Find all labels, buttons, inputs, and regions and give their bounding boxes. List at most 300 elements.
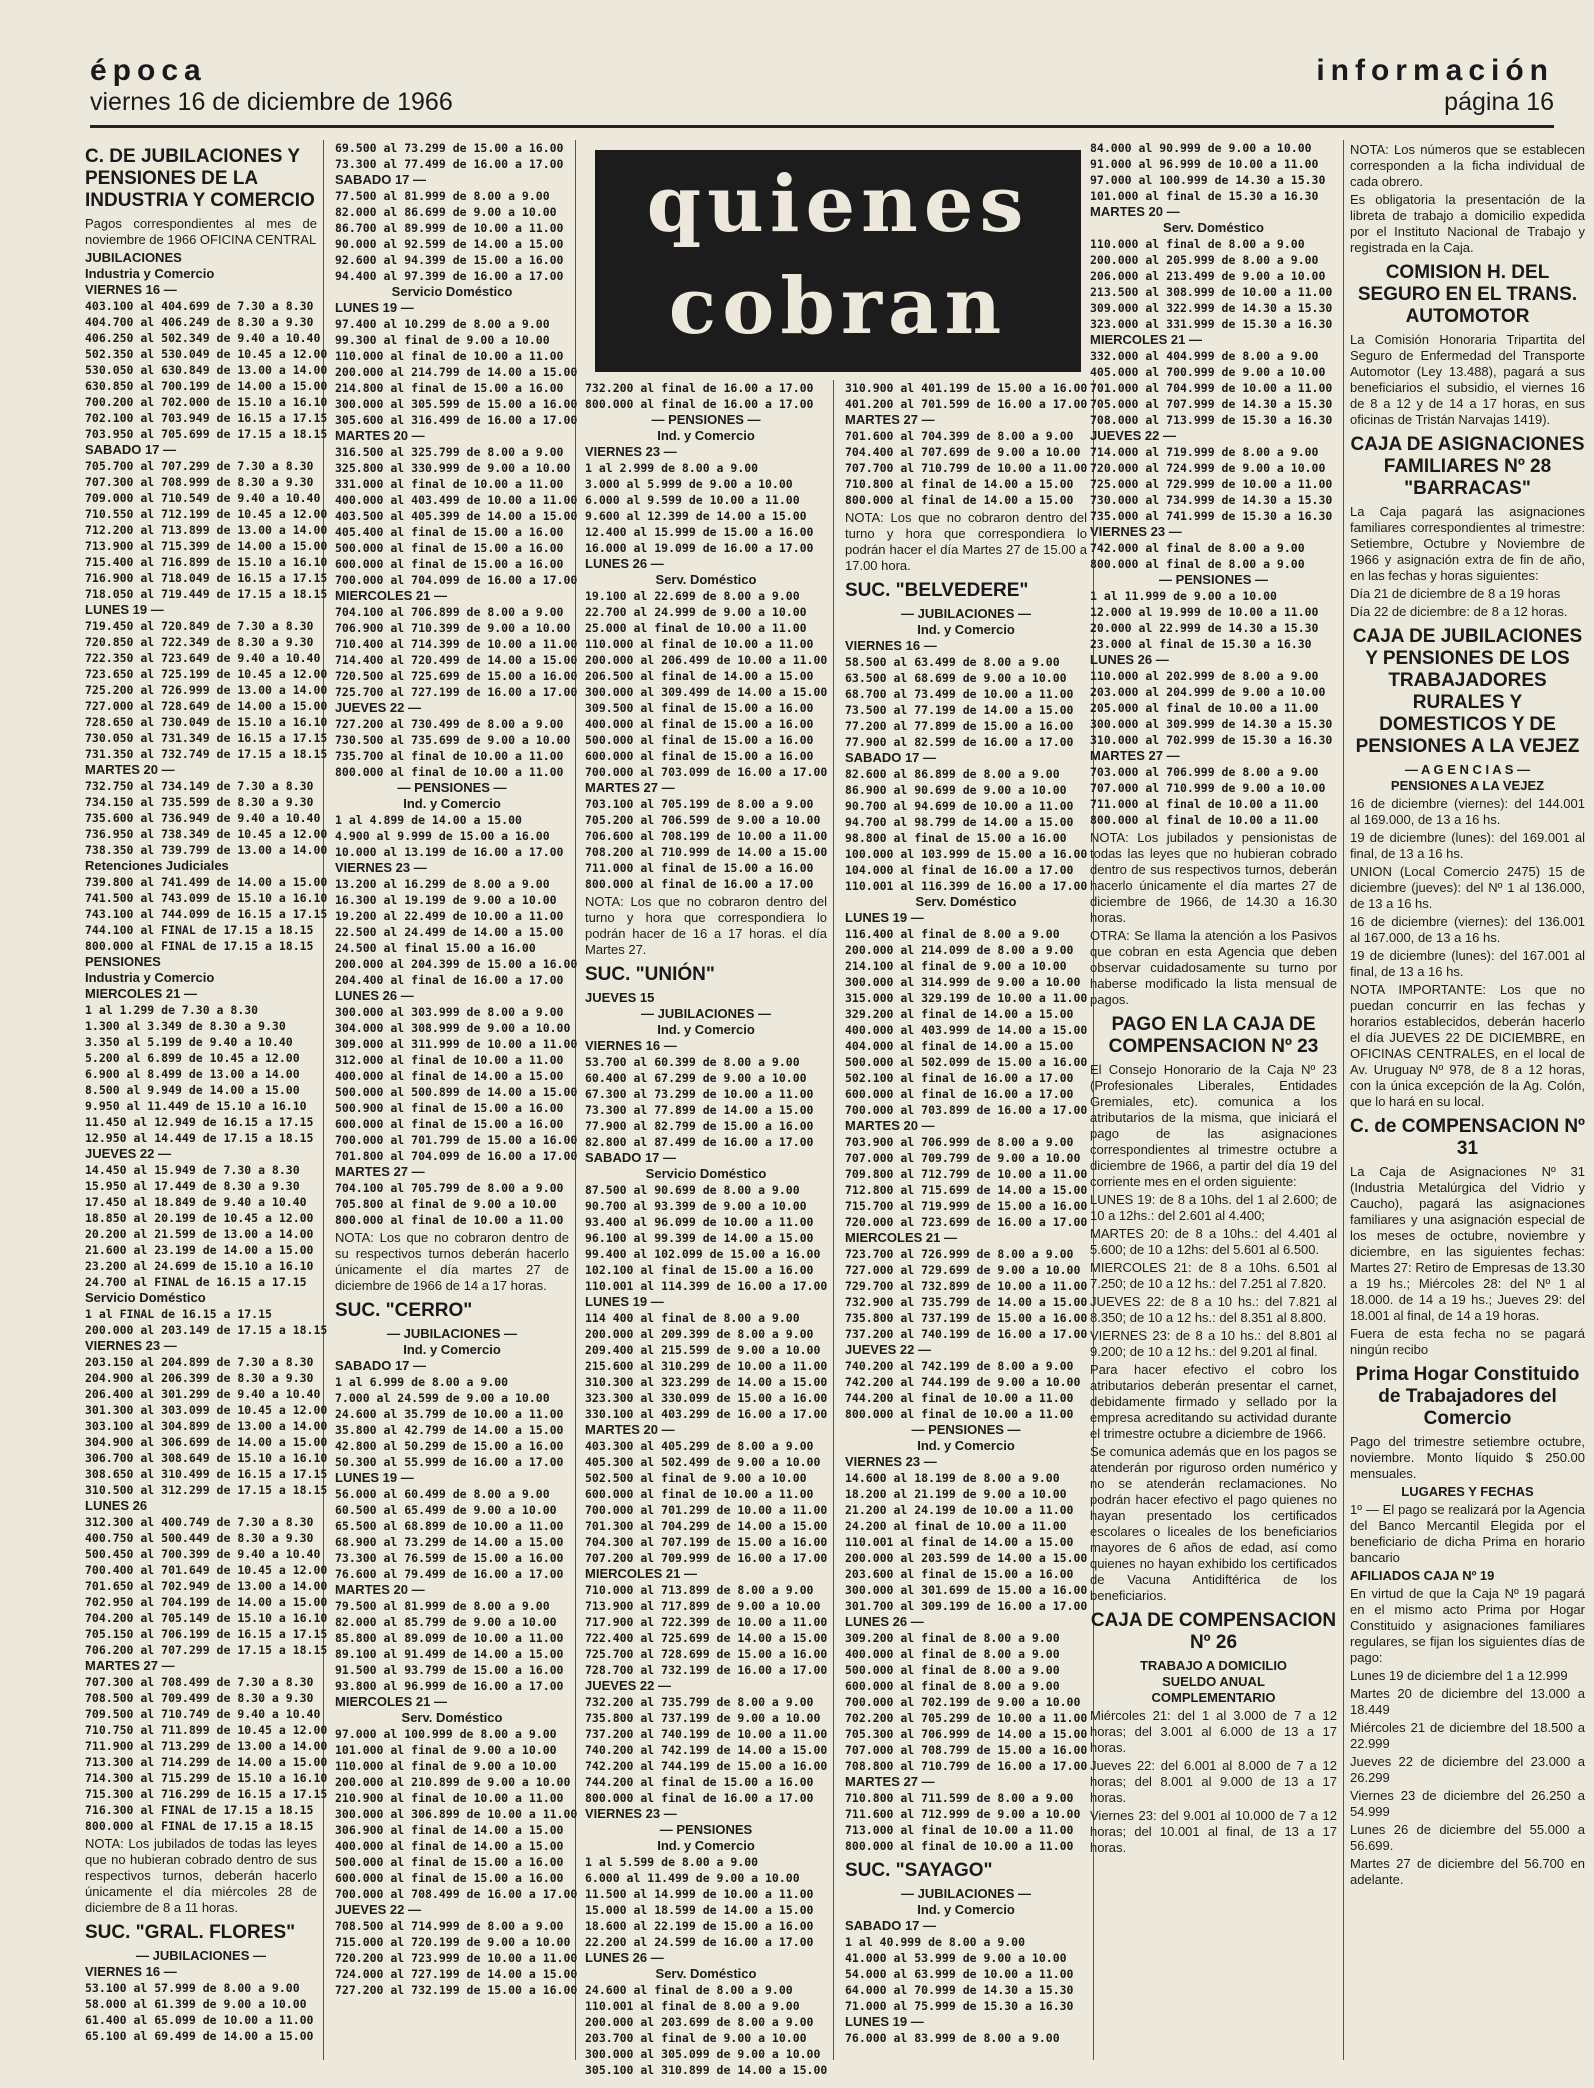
schedule-row: 710.800 al 711.599 de 8.00 a 9.00 bbox=[845, 1791, 1074, 1805]
schedule-row: 94.400 al 97.399 de 16.00 a 17.00 bbox=[335, 269, 564, 283]
schedule-row: 729.700 al 732.899 de 10.00 a 11.00 bbox=[845, 1279, 1088, 1293]
schedule-row: 720.000 al 724.999 de 9.00 a 10.00 bbox=[1090, 461, 1326, 475]
schedule-row: 20.200 al 21.599 de 13.00 a 14.00 bbox=[85, 1227, 314, 1241]
schedule-row: 69.500 al 73.299 de 15.00 a 16.00 bbox=[335, 141, 564, 155]
paragraph: Martes 27 de diciembre del 56.700 en adelante. bbox=[1350, 1856, 1585, 1887]
schedule-row: 800.000 al final de 10.00 a 11.00 bbox=[845, 1839, 1074, 1853]
schedule-row: 1 al 1.299 de 7.30 a 8.30 bbox=[85, 1003, 259, 1017]
paragraph: Es obligatoria la presentación de la libreta de trabajo a domicilio expedida por el Instituto Nacional de Trabajo y registrada en la Caja. bbox=[1350, 192, 1585, 255]
schedule-row: 728.700 al 732.199 de 16.00 a 17.00 bbox=[585, 1663, 828, 1677]
day-label: VIERNES 16 — bbox=[585, 1038, 677, 1053]
schedule-row: 323.300 al 330.099 de 15.00 a 16.00 bbox=[585, 1391, 828, 1405]
day-label: JUEVES 15 bbox=[585, 990, 655, 1005]
subheading: Ind. y Comercio bbox=[403, 796, 501, 811]
schedule-row: 15.950 al 17.449 de 8.30 a 9.30 bbox=[85, 1179, 300, 1193]
paragraph: Jueves 22: del 6.001 al 8.000 de 7 a 12 horas; del 8.001 al 9.000 de 13 a 17 horas. bbox=[1090, 1758, 1337, 1805]
day-label: MIERCOLES 21 — bbox=[335, 1694, 447, 1709]
column-1 bbox=[85, 140, 328, 2060]
schedule-row: 210.900 al final de 10.00 a 11.00 bbox=[335, 1791, 564, 1805]
schedule-row: 53.100 al 57.999 de 8.00 a 9.00 bbox=[85, 1981, 300, 1995]
schedule-row: 737.200 al 740.199 de 16.00 a 17.00 bbox=[845, 1327, 1088, 1341]
schedule-row: 703.900 al 706.999 de 8.00 a 9.00 bbox=[845, 1135, 1074, 1149]
day-label: JUBILACIONES bbox=[85, 250, 182, 265]
schedule-row: 405.000 al 700.999 de 9.00 a 10.00 bbox=[1090, 365, 1326, 379]
schedule-row: 730.500 al 735.699 de 9.00 a 10.00 bbox=[335, 733, 571, 747]
paragraph: Pago del trimestre setiembre octubre, noviembre. Monto líquido $ 250.00 mensuales. bbox=[1350, 1434, 1585, 1481]
schedule-row: 600.000 al final de 15.00 a 16.00 bbox=[585, 749, 814, 763]
schedule-row: 82.800 al 87.499 de 16.00 a 17.00 bbox=[585, 1135, 814, 1149]
schedule-row: 701.800 al 704.099 de 16.00 a 17.00 bbox=[335, 1149, 578, 1163]
schedule-row: 732.900 al 735.799 de 14.00 a 15.00 bbox=[845, 1295, 1088, 1309]
schedule-row: 740.200 al 742.199 de 14.00 a 15.00 bbox=[585, 1743, 828, 1757]
paragraph: MIERCOLES 21: de 8 a 10hs. 6.501 al 7.250; de 10 a 12 hs.: del 7.251 al 7.820. bbox=[1090, 1260, 1337, 1291]
schedule-row: 91.000 al 96.999 de 10.00 a 11.00 bbox=[1090, 157, 1319, 171]
schedule-row: 400.000 al final de 8.00 a 9.00 bbox=[845, 1647, 1060, 1661]
schedule-row: 110.000 al final de 8.00 a 9.00 bbox=[1090, 237, 1305, 251]
subheading: COMPLEMENTARIO bbox=[1151, 1690, 1276, 1705]
schedule-row: 114 400 al final de 8.00 a 9.00 bbox=[585, 1311, 800, 1325]
day-label: JUEVES 22 — bbox=[335, 700, 421, 715]
schedule-row: 703.950 al 705.699 de 17.15 a 18.15 bbox=[85, 427, 328, 441]
schedule-row: 502.100 al final de 16.00 a 17.00 bbox=[845, 1071, 1074, 1085]
schedule-row: 90.700 al 93.399 de 9.00 a 10.00 bbox=[585, 1199, 807, 1213]
schedule-row: 97.400 al 10.299 de 8.00 a 9.00 bbox=[335, 317, 550, 331]
schedule-row: 723.700 al 726.999 de 8.00 a 9.00 bbox=[845, 1247, 1074, 1261]
schedule-row: 727.200 al 730.499 de 8.00 a 9.00 bbox=[335, 717, 564, 731]
schedule-row: 213.500 al 308.999 de 10.00 a 11.00 bbox=[1090, 285, 1333, 299]
schedule-row: 1 al 4.899 de 14.00 a 15.00 bbox=[335, 813, 522, 827]
schedule-row: 325.800 al 330.999 de 9.00 a 10.00 bbox=[335, 461, 571, 475]
subheading: Ind. y Comercio bbox=[917, 622, 1015, 637]
paragraph: Se comunica además que en los pagos se atenderán por riguroso orden numérico y no se atenderán reclamaciones. No podrán hacer efectivo el pago quienes no hayan presentado los certificados escolares o liceales de los beneficiarios mayores de 6 años de edad, así como quienes no hayan exhibido los certificados de Vacuna Antidiftérica de los beneficiarios. bbox=[1090, 1444, 1337, 1603]
schedule-row: 708.500 al 714.999 de 8.00 a 9.00 bbox=[335, 1919, 564, 1933]
subheading: Ind. y Comercio bbox=[917, 1438, 1015, 1453]
schedule-row: 63.500 al 68.699 de 9.00 a 10.00 bbox=[845, 671, 1067, 685]
schedule-row: 710.800 al final de 14.00 a 15.00 bbox=[845, 477, 1074, 491]
schedule-row: 400.000 al final de 14.00 a 15.00 bbox=[335, 1839, 564, 1853]
day-label: VIERNES 23 — bbox=[1090, 524, 1182, 539]
schedule-row: 720.200 al 723.999 de 10.00 a 11.00 bbox=[335, 1951, 578, 1965]
schedule-row: 713.000 al final de 10.00 a 11.00 bbox=[845, 1823, 1074, 1837]
schedule-row: 800.000 al final de 14.00 a 15.00 bbox=[845, 493, 1074, 507]
schedule-row: 315.000 al 329.199 de 10.00 a 11.00 bbox=[845, 991, 1088, 1005]
schedule-row: 716.300 al FINAL de 17.15 a 18.15 bbox=[85, 1803, 314, 1817]
schedule-row: 9.950 al 11.449 de 15.10 a 16.10 bbox=[85, 1099, 307, 1113]
schedule-row: 714.000 al 719.999 de 8.00 a 9.00 bbox=[1090, 445, 1319, 459]
schedule-row: 68.900 al 73.299 de 14.00 a 15.00 bbox=[335, 1535, 564, 1549]
schedule-row: 203.000 al 204.999 de 9.00 a 10.00 bbox=[1090, 685, 1326, 699]
schedule-row: 12.400 al 15.999 de 15.00 a 16.00 bbox=[585, 525, 814, 539]
schedule-row: 18.200 al 21.199 de 9.00 a 10.00 bbox=[845, 1487, 1067, 1501]
schedule-row: 720.850 al 722.349 de 8.30 a 9.30 bbox=[85, 635, 314, 649]
schedule-row: 719.450 al 720.849 de 7.30 a 8.30 bbox=[85, 619, 314, 633]
section-heading: PAGO EN LA CAJA DE COMPENSACION Nº 23 bbox=[1108, 1014, 1319, 1057]
schedule-row: 710.000 al 713.899 de 8.00 a 9.00 bbox=[585, 1583, 814, 1597]
schedule-row: 99.400 al 102.099 de 15.00 a 16.00 bbox=[585, 1247, 821, 1261]
paragraph: Fuera de esta fecha no se pagará ningún recibo bbox=[1350, 1326, 1585, 1357]
schedule-row: 102.100 al final de 15.00 a 16.00 bbox=[585, 1263, 814, 1277]
day-label: MARTES 27 — bbox=[85, 1658, 175, 1673]
schedule-row: 65.100 al 69.499 de 14.00 a 15.00 bbox=[85, 2029, 314, 2043]
subheading: SUELDO ANUAL bbox=[1162, 1674, 1265, 1689]
subheading: TRABAJO A DOMICILIO bbox=[1139, 1658, 1288, 1673]
schedule-row: 800.000 al final de 10.00 a 11.00 bbox=[1090, 813, 1319, 827]
header-left bbox=[90, 55, 453, 117]
schedule-row: 60.500 al 65.499 de 9.00 a 10.00 bbox=[335, 1503, 557, 1517]
paragraph: El Consejo Honorario de la Caja Nº 23 (Profesionales Liberales, Entidades Gremiales, etc). comunica a los atributarios de la misma, que iniciará el pago de las asignaciones correspondientes al trimestre octubre a diciembre de 1966, a partir del día 19 del corriente mes en el orden siguiente: bbox=[1090, 1062, 1337, 1189]
schedule-row: 316.500 al 325.799 de 8.00 a 9.00 bbox=[335, 445, 564, 459]
schedule-row: 720.500 al 725.699 de 15.00 a 16.00 bbox=[335, 669, 578, 683]
day-label: MARTES 20 — bbox=[1090, 204, 1180, 219]
schedule-row: 502.350 al 530.049 de 10.45 a 12.00 bbox=[85, 347, 328, 361]
schedule-row: 1 al 11.999 de 9.00 a 10.00 bbox=[1090, 589, 1277, 603]
schedule-row: 711.600 al 712.999 de 9.00 a 10.00 bbox=[845, 1807, 1081, 1821]
schedule-row: 706.200 al 707.299 de 17.15 a 18.15 bbox=[85, 1643, 328, 1657]
schedule-row: 73.300 al 77.899 de 14.00 a 15.00 bbox=[585, 1103, 814, 1117]
schedule-row: 99.300 al final de 9.00 a 10.00 bbox=[335, 333, 550, 347]
schedule-row: 703.000 al 706.999 de 8.00 a 9.00 bbox=[1090, 765, 1319, 779]
section-heading: CAJA DE JUBILACIONES Y PENSIONES DE LOS TRABAJADORES RURALES Y DOMESTICOS Y DE PENSIONES A LA VEJEZ bbox=[1352, 626, 1583, 757]
section-heading: CAJA DE ASIGNACIONES FAMILIARES Nº 28 "BARRACAS" bbox=[1350, 434, 1585, 499]
schedule-row: 600.000 al final de 8.00 a 9.00 bbox=[845, 1679, 1060, 1693]
schedule-row: 11.500 al 14.999 de 10.00 a 11.00 bbox=[585, 1887, 814, 1901]
schedule-row: 730.050 al 731.349 de 16.15 a 17.15 bbox=[85, 731, 328, 745]
schedule-row: 720.000 al 723.699 de 16.00 a 17.00 bbox=[845, 1215, 1088, 1229]
schedule-row: 86.900 al 90.699 de 9.00 a 10.00 bbox=[845, 783, 1067, 797]
schedule-row: 203.600 al final de 15.00 a 16.00 bbox=[845, 1567, 1074, 1581]
schedule-row: 735.600 al 736.949 de 9.40 a 10.40 bbox=[85, 811, 321, 825]
schedule-row: 300.000 al 301.699 de 15.00 a 16.00 bbox=[845, 1583, 1088, 1597]
schedule-row: 14.450 al 15.949 de 7.30 a 8.30 bbox=[85, 1163, 300, 1177]
schedule-row: 705.150 al 706.199 de 16.15 a 17.15 bbox=[85, 1627, 328, 1641]
schedule-row: 500.000 al 500.899 de 14.00 a 15.00 bbox=[335, 1085, 578, 1099]
schedule-row: 92.600 al 94.399 de 15.00 a 16.00 bbox=[335, 253, 564, 267]
schedule-row: 403.300 al 405.299 de 8.00 a 9.00 bbox=[585, 1439, 814, 1453]
schedule-row: 530.050 al 630.849 de 13.00 a 14.00 bbox=[85, 363, 328, 377]
day-label: LUNES 19 — bbox=[335, 300, 414, 315]
day-label: SABADO 17 — bbox=[85, 442, 177, 457]
schedule-row: 310.500 al 312.299 de 17.15 a 18.15 bbox=[85, 1483, 328, 1497]
paragraph: MARTES 20: de 8 a 10hs.: del 4.401 al 5.600; de 10 a 12hs: del 5.601 al 6.500. bbox=[1090, 1226, 1337, 1257]
schedule-row: 24.200 al final de 10.00 a 11.00 bbox=[845, 1519, 1067, 1533]
columns-area bbox=[85, 140, 1585, 2077]
subheading: — JUBILACIONES — bbox=[135, 1948, 266, 1963]
paragraph: En virtud de que la Caja Nº 19 pagará en el mismo acto Prima por Hogar Constituido y asignaciones familiares regulares, se fijan los siguientes días de pago: bbox=[1350, 1586, 1585, 1665]
schedule-row: 800.000 al final de 10.00 a 11.00 bbox=[335, 765, 564, 779]
subheading: — PENSIONES — bbox=[651, 412, 761, 427]
section-heading: C. DE JUBILACIONES Y PENSIONES DE LA INDUSTRIA Y COMERCIO bbox=[85, 146, 315, 211]
paragraph: Lunes 19 de diciembre del 1 a 12.999 bbox=[1350, 1668, 1568, 1683]
schedule-row: 203.700 al final de 9.00 a 10.00 bbox=[585, 2031, 807, 2045]
schedule-row: 709.500 al 710.749 de 9.40 a 10.40 bbox=[85, 1707, 321, 1721]
schedule-row: 700.000 al 708.499 de 16.00 a 17.00 bbox=[335, 1887, 578, 1901]
day-label: MARTES 27 — bbox=[335, 1164, 425, 1179]
schedule-row: 9.600 al 12.399 de 14.00 a 15.00 bbox=[585, 509, 807, 523]
schedule-row: 54.000 al 63.999 de 10.00 a 11.00 bbox=[845, 1967, 1074, 1981]
section-heading: SUC. "SAYAGO" bbox=[845, 1860, 993, 1881]
schedule-row: 110.001 al 114.399 de 16.00 a 17.00 bbox=[585, 1279, 828, 1293]
schedule-row: 400.750 al 500.449 de 8.30 a 9.30 bbox=[85, 1531, 314, 1545]
schedule-row: 93.800 al 96.999 de 16.00 a 17.00 bbox=[335, 1679, 564, 1693]
schedule-row: 800.000 al final de 16.00 a 17.00 bbox=[585, 877, 814, 891]
paragraph: NOTA IMPORTANTE: Los que no puedan concurrir en las fechas y horarios establecidos, deberán hacerlo el día JUEVES 22 DE DICIEMBRE, en OFICINAS CENTRALES, en el local de Av. Uruguay Nº 978, de 8 a 12 horas, con la única excepción de la Ag. Colón, que lo hará en su local. bbox=[1350, 982, 1585, 1109]
schedule-row: 732.750 al 734.149 de 7.30 a 8.30 bbox=[85, 779, 314, 793]
schedule-row: 1 al FINAL de 16.15 a 17.15 bbox=[85, 1307, 272, 1321]
paragraph: 19 de diciembre (lunes): del 167.001 al final, de 13 a 16 hs. bbox=[1350, 948, 1585, 979]
subheading: Serv. Doméstico bbox=[915, 894, 1017, 909]
paragraph: Para hacer efectivo el cobro los atributarios deberán presentar el carnet, debidamente firmado y sellado por la empresa acreditando su actividad durante el trimestre octubre a diciembre de 1966. bbox=[1090, 1362, 1337, 1441]
schedule-row: 110.000 al final de 9.00 a 10.00 bbox=[335, 1759, 557, 1773]
schedule-row: 58.500 al 63.499 de 8.00 a 9.00 bbox=[845, 655, 1060, 669]
schedule-row: 323.000 al 331.999 de 15.30 a 16.30 bbox=[1090, 317, 1333, 331]
schedule-row: 734.150 al 735.599 de 8.30 a 9.30 bbox=[85, 795, 314, 809]
schedule-row: 743.100 al 744.099 de 16.15 a 17.15 bbox=[85, 907, 328, 921]
schedule-row: 67.300 al 73.299 de 10.00 a 11.00 bbox=[585, 1087, 814, 1101]
day-label: MARTES 20 — bbox=[845, 1118, 935, 1133]
schedule-row: 727.200 al 732.199 de 15.00 a 16.00 bbox=[335, 1983, 578, 1997]
schedule-row: 12.950 al 14.449 de 17.15 a 18.15 bbox=[85, 1131, 314, 1145]
schedule-row: 707.000 al 710.999 de 9.00 a 10.00 bbox=[1090, 781, 1326, 795]
schedule-row: 330.100 al 403.299 de 16.00 a 17.00 bbox=[585, 1407, 828, 1421]
schedule-row: 727.000 al 728.649 de 14.00 a 15.00 bbox=[85, 699, 328, 713]
subheading: — JUBILACIONES — bbox=[900, 1886, 1031, 1901]
schedule-row: 6.000 al 11.499 de 9.00 a 10.00 bbox=[585, 1871, 800, 1885]
column-3 bbox=[585, 380, 834, 2077]
schedule-row: 701.650 al 702.949 de 13.00 a 14.00 bbox=[85, 1579, 328, 1593]
schedule-row: 1 al 40.999 de 8.00 a 9.00 bbox=[845, 1935, 1026, 1949]
schedule-row: 800.000 al FINAL de 17.15 a 18.15 bbox=[85, 1819, 314, 1833]
schedule-row: 701.300 al 704.299 de 14.00 a 15.00 bbox=[585, 1519, 828, 1533]
paragraph: Viernes 23: del 9.001 al 10.000 de 7 a 12 horas; del 10.001 al final, de 13 a 17 horas. bbox=[1090, 1808, 1337, 1855]
schedule-row: 110.000 al 202.999 de 8.00 a 9.00 bbox=[1090, 669, 1319, 683]
schedule-row: 97.000 al 100.999 de 8.00 a 9.00 bbox=[335, 1727, 557, 1741]
paragraph: 16 de diciembre (viernes): del 144.001 al 169.000, de 13 a 16 hs. bbox=[1350, 796, 1585, 827]
day-label: VIERNES 16 — bbox=[845, 638, 937, 653]
schedule-row: 304.000 al 308.999 de 9.00 a 10.00 bbox=[335, 1021, 571, 1035]
day-label: LUNES 26 bbox=[85, 1498, 148, 1513]
paragraph: 19 de diciembre (lunes): del 169.001 al final, de 13 a 16 hs. bbox=[1350, 830, 1585, 861]
schedule-row: 305.100 al 310.899 de 14.00 a 15.00 bbox=[585, 2063, 828, 2077]
schedule-row: 731.350 al 732.749 de 17.15 a 18.15 bbox=[85, 747, 328, 761]
schedule-row: 64.000 al 70.999 de 14.30 a 15.30 bbox=[845, 1983, 1074, 1997]
schedule-row: 732.200 al final de 16.00 a 17.00 bbox=[585, 381, 814, 395]
day-label: JUEVES 22 — bbox=[585, 1678, 671, 1693]
schedule-row: 403.500 al 405.399 de 14.00 a 15.00 bbox=[335, 509, 578, 523]
schedule-row: 104.000 al final de 16.00 a 17.00 bbox=[845, 863, 1074, 877]
schedule-row: 732.200 al 735.799 de 8.00 a 9.00 bbox=[585, 1695, 814, 1709]
schedule-row: 200.000 al 209.399 de 8.00 a 9.00 bbox=[585, 1327, 814, 1341]
schedule-row: 306.900 al final de 14.00 a 15.00 bbox=[335, 1823, 564, 1837]
schedule-row: 722.350 al 723.649 de 9.40 a 10.40 bbox=[85, 651, 321, 665]
schedule-row: 206.400 al 301.299 de 9.40 a 10.40 bbox=[85, 1387, 321, 1401]
schedule-row: 800.000 al final de 10.00 a 11.00 bbox=[845, 1407, 1074, 1421]
day-label: MARTES 27 — bbox=[845, 412, 935, 427]
schedule-row: 19.100 al 22.699 de 8.00 a 9.00 bbox=[585, 589, 800, 603]
paragraph: Lunes 26 de diciembre del 55.000 a 56.699. bbox=[1350, 1822, 1585, 1853]
column-2 bbox=[335, 140, 576, 2060]
day-label: LUNES 26 — bbox=[585, 1950, 664, 1965]
day-label: MARTES 20 — bbox=[335, 1582, 425, 1597]
day-label: VIERNES 23 — bbox=[585, 1806, 677, 1821]
schedule-row: 400.000 al 403.499 de 10.00 a 11.00 bbox=[335, 493, 578, 507]
schedule-row: 700.000 al 701.299 de 10.00 a 11.00 bbox=[585, 1503, 828, 1517]
day-label: MARTES 27 — bbox=[585, 780, 675, 795]
schedule-row: 203.150 al 204.899 de 7.30 a 8.30 bbox=[85, 1355, 314, 1369]
schedule-row: 3.000 al 5.999 de 9.00 a 10.00 bbox=[585, 477, 793, 491]
schedule-row: 700.400 al 701.649 de 10.45 a 12.00 bbox=[85, 1563, 328, 1577]
paragraph: 1º — El pago se realizará por la Agencia del Banco Mercantil Elegida por el beneficiario de dicha Prima en horario bancario bbox=[1350, 1502, 1585, 1565]
schedule-row: 708.500 al 709.499 de 8.30 a 9.30 bbox=[85, 1691, 314, 1705]
schedule-row: 23.000 al final de 15.30 a 16.30 bbox=[1090, 637, 1312, 651]
schedule-row: 800.000 al final de 16.00 a 17.00 bbox=[585, 397, 814, 411]
schedule-row: 713.900 al 717.899 de 9.00 a 10.00 bbox=[585, 1599, 821, 1613]
day-label: VIERNES 23 — bbox=[845, 1454, 937, 1469]
schedule-row: 705.300 al 706.999 de 14.00 a 15.00 bbox=[845, 1727, 1088, 1741]
day-label: MIERCOLES 21 — bbox=[85, 986, 197, 1001]
schedule-row: 68.700 al 73.499 de 10.00 a 11.00 bbox=[845, 687, 1074, 701]
schedule-row: 742.200 al 744.199 de 9.00 a 10.00 bbox=[845, 1375, 1081, 1389]
schedule-row: 744.200 al final de 10.00 a 11.00 bbox=[845, 1391, 1074, 1405]
schedule-row: 705.200 al 706.599 de 9.00 a 10.00 bbox=[585, 813, 821, 827]
schedule-row: 1 al 2.999 de 8.00 a 9.00 bbox=[585, 461, 759, 475]
schedule-row: 17.450 al 18.849 de 9.40 a 10.40 bbox=[85, 1195, 307, 1209]
schedule-row: 727.000 al 729.699 de 9.00 a 10.00 bbox=[845, 1263, 1081, 1277]
schedule-row: 724.000 al 727.199 de 14.00 a 15.00 bbox=[335, 1967, 578, 1981]
schedule-row: 85.800 al 89.099 de 10.00 a 11.00 bbox=[335, 1631, 564, 1645]
schedule-row: 740.200 al 742.199 de 8.00 a 9.00 bbox=[845, 1359, 1074, 1373]
section-heading: SUC. "UNIÓN" bbox=[585, 964, 715, 985]
schedule-row: 712.200 al 713.899 de 13.00 a 14.00 bbox=[85, 523, 328, 537]
schedule-row: 312.300 al 400.749 de 7.30 a 8.30 bbox=[85, 1515, 314, 1529]
schedule-row: 18.600 al 22.199 de 15.00 a 16.00 bbox=[585, 1919, 814, 1933]
subheading: PENSIONES A LA VEJEZ bbox=[1390, 778, 1545, 793]
schedule-row: 305.600 al 316.499 de 16.00 a 17.00 bbox=[335, 413, 578, 427]
schedule-row: 22.500 al 24.499 de 14.00 a 15.00 bbox=[335, 925, 564, 939]
schedule-row: 77.900 al 82.799 de 15.00 a 16.00 bbox=[585, 1119, 814, 1133]
schedule-row: 800.000 al final de 16.00 a 17.00 bbox=[585, 1791, 814, 1805]
day-label: LUNES 19 — bbox=[335, 1470, 414, 1485]
schedule-row: 94.700 al 98.799 de 14.00 a 15.00 bbox=[845, 815, 1074, 829]
section-heading: CAJA DE COMPENSACION Nº 26 bbox=[1090, 1610, 1337, 1653]
subheading: Ind. y Comercio bbox=[657, 1022, 755, 1037]
page-header bbox=[90, 55, 1554, 128]
schedule-row: 77.500 al 81.999 de 8.00 a 9.00 bbox=[335, 189, 550, 203]
day-label: JUEVES 22 — bbox=[1090, 428, 1176, 443]
paragraph: NOTA: Los números que se establecen corresponden a la ficha individual de cada obrero. bbox=[1350, 142, 1585, 189]
schedule-row: 1 al 6.999 de 8.00 a 9.00 bbox=[335, 1375, 509, 1389]
schedule-row: 300.000 al 305.099 de 9.00 a 10.00 bbox=[585, 2047, 821, 2061]
day-label: AFILIADOS CAJA Nº 19 bbox=[1350, 1568, 1495, 1583]
schedule-row: 403.100 al 404.699 de 7.30 a 8.30 bbox=[85, 299, 314, 313]
schedule-row: 711.000 al final de 10.00 a 11.00 bbox=[1090, 797, 1319, 811]
schedule-row: 206.500 al final de 14.00 a 15.00 bbox=[585, 669, 814, 683]
schedule-row: 110.000 al final de 10.00 a 11.00 bbox=[585, 637, 814, 651]
schedule-row: 706.900 al 710.399 de 9.00 a 10.00 bbox=[335, 621, 571, 635]
schedule-row: 800.000 al final de 10.00 a 11.00 bbox=[335, 1213, 564, 1227]
day-label: MARTES 20 — bbox=[335, 428, 425, 443]
subheading: — PENSIONES — bbox=[911, 1422, 1021, 1437]
day-label: Industria y Comercio bbox=[85, 970, 215, 985]
schedule-row: 22.200 al 24.599 de 16.00 a 17.00 bbox=[585, 1935, 814, 1949]
subheading: — JUBILACIONES — bbox=[386, 1326, 517, 1341]
schedule-row: 702.950 al 704.199 de 14.00 a 15.00 bbox=[85, 1595, 328, 1609]
schedule-row: 200.000 al 206.499 de 10.00 a 11.00 bbox=[585, 653, 828, 667]
schedule-row: 741.500 al 743.099 de 15.10 a 16.10 bbox=[85, 891, 328, 905]
schedule-row: 200.000 al 203.699 de 8.00 a 9.00 bbox=[585, 2015, 814, 2029]
schedule-row: 214.800 al final de 15.00 a 16.00 bbox=[335, 381, 564, 395]
schedule-row: 711.000 al final de 15.00 a 16.00 bbox=[585, 861, 814, 875]
schedule-row: 707.700 al 710.799 de 10.00 a 11.00 bbox=[845, 461, 1088, 475]
schedule-row: 301.300 al 303.099 de 10.45 a 12.00 bbox=[85, 1403, 328, 1417]
schedule-row: 58.000 al 61.399 de 9.00 a 10.00 bbox=[85, 1997, 307, 2011]
schedule-row: 91.500 al 93.799 de 15.00 a 16.00 bbox=[335, 1663, 564, 1677]
paragraph: 16 de diciembre (viernes): del 136.001 al 167.000, de 13 a 16 hs. bbox=[1350, 914, 1585, 945]
schedule-row: 205.000 al final de 10.00 a 11.00 bbox=[1090, 701, 1319, 715]
schedule-row: 82.000 al 86.699 de 9.00 a 10.00 bbox=[335, 205, 557, 219]
schedule-row: 1.300 al 3.349 de 8.30 a 9.30 bbox=[85, 1019, 286, 1033]
schedule-row: 717.900 al 722.399 de 10.00 a 11.00 bbox=[585, 1615, 828, 1629]
day-label: LUNES 26 — bbox=[1090, 652, 1169, 667]
schedule-row: 110.001 al final de 8.00 a 9.00 bbox=[585, 1999, 800, 2013]
schedule-row: 35.800 al 42.799 de 14.00 a 15.00 bbox=[335, 1423, 564, 1437]
subheading: Ind. y Comercio bbox=[657, 1838, 755, 1853]
schedule-row: 735.700 al final de 10.00 a 11.00 bbox=[335, 749, 564, 763]
subheading: Servicio Doméstico bbox=[645, 1166, 767, 1181]
schedule-row: 744.100 al FINAL de 17.15 a 18.15 bbox=[85, 923, 314, 937]
subheading: — JUBILACIONES — bbox=[640, 1006, 771, 1021]
schedule-row: 735.000 al 741.999 de 15.30 a 16.30 bbox=[1090, 509, 1333, 523]
schedule-row: 110.000 al final de 10.00 a 11.00 bbox=[335, 349, 564, 363]
subheading: — A G E N C I A S — bbox=[1404, 762, 1531, 777]
schedule-row: 23.200 al 24.699 de 15.10 a 16.10 bbox=[85, 1259, 314, 1273]
column-4 bbox=[845, 380, 1094, 2060]
schedule-row: 725.700 al 727.199 de 16.00 a 17.00 bbox=[335, 685, 578, 699]
schedule-row: 12.000 al 19.999 de 10.00 a 11.00 bbox=[1090, 605, 1319, 619]
schedule-row: 309.500 al final de 15.00 a 16.00 bbox=[585, 701, 814, 715]
day-label: SABADO 17 — bbox=[585, 1150, 677, 1165]
schedule-row: 715.700 al 719.999 de 15.00 a 16.00 bbox=[845, 1199, 1088, 1213]
schedule-row: 714.400 al 720.499 de 14.00 a 15.00 bbox=[335, 653, 578, 667]
schedule-row: 100.000 al 103.999 de 15.00 a 16.00 bbox=[845, 847, 1088, 861]
issue-date: viernes 16 de diciembre de 1966 bbox=[90, 88, 453, 116]
schedule-row: 6.900 al 8.499 de 13.00 a 14.00 bbox=[85, 1067, 300, 1081]
schedule-row: 404.000 al final de 14.00 a 15.00 bbox=[845, 1039, 1074, 1053]
schedule-row: 709.800 al 712.799 de 10.00 a 11.00 bbox=[845, 1167, 1088, 1181]
schedule-row: 21.600 al 23.199 de 14.00 a 15.00 bbox=[85, 1243, 314, 1257]
schedule-row: 60.400 al 67.299 de 9.00 a 10.00 bbox=[585, 1071, 807, 1085]
section-name: información bbox=[1316, 54, 1554, 87]
subheading: Serv. Doméstico bbox=[655, 572, 757, 587]
subheading: Servicio Doméstico bbox=[391, 284, 513, 299]
paragraph: UNION (Local Comercio 2475) 15 de diciembre (jueves): del Nº 1 al 136.000, de 13 a 16 hs. bbox=[1350, 864, 1585, 911]
schedule-row: 404.700 al 406.249 de 8.30 a 9.30 bbox=[85, 315, 314, 329]
schedule-row: 304.900 al 306.699 de 14.00 a 15.00 bbox=[85, 1435, 328, 1449]
section-heading: SUC. "CERRO" bbox=[335, 1300, 473, 1321]
paragraph: Jueves 22 de diciembre del 23.000 a 26.299 bbox=[1350, 1754, 1585, 1785]
schedule-row: 77.900 al 82.599 de 16.00 a 17.00 bbox=[845, 735, 1074, 749]
schedule-row: 710.550 al 712.199 de 10.45 a 12.00 bbox=[85, 507, 328, 521]
paragraph: NOTA: Los jubilados de todas las leyes que no hubieran cobrado dentro de sus respectivos turnos, deberán hacerlo únicamente el día miércoles 28 de diciembre de 8 a 11 horas. bbox=[85, 1836, 317, 1915]
schedule-row: 200.000 al 214.799 de 14.00 a 15.00 bbox=[335, 365, 578, 379]
masthead-line-1: quienes bbox=[646, 159, 1030, 250]
schedule-row: 706.600 al 708.199 de 10.00 a 11.00 bbox=[585, 829, 828, 843]
day-label: LUNES 26 — bbox=[335, 988, 414, 1003]
schedule-row: 742.000 al final de 8.00 a 9.00 bbox=[1090, 541, 1305, 555]
schedule-row: 18.850 al 20.199 de 10.45 a 12.00 bbox=[85, 1211, 314, 1225]
schedule-row: 86.700 al 89.999 de 10.00 a 11.00 bbox=[335, 221, 564, 235]
schedule-row: 200.000 al 210.899 de 9.00 a 10.00 bbox=[335, 1775, 571, 1789]
schedule-row: 707.000 al 708.799 de 15.00 a 16.00 bbox=[845, 1743, 1088, 1757]
